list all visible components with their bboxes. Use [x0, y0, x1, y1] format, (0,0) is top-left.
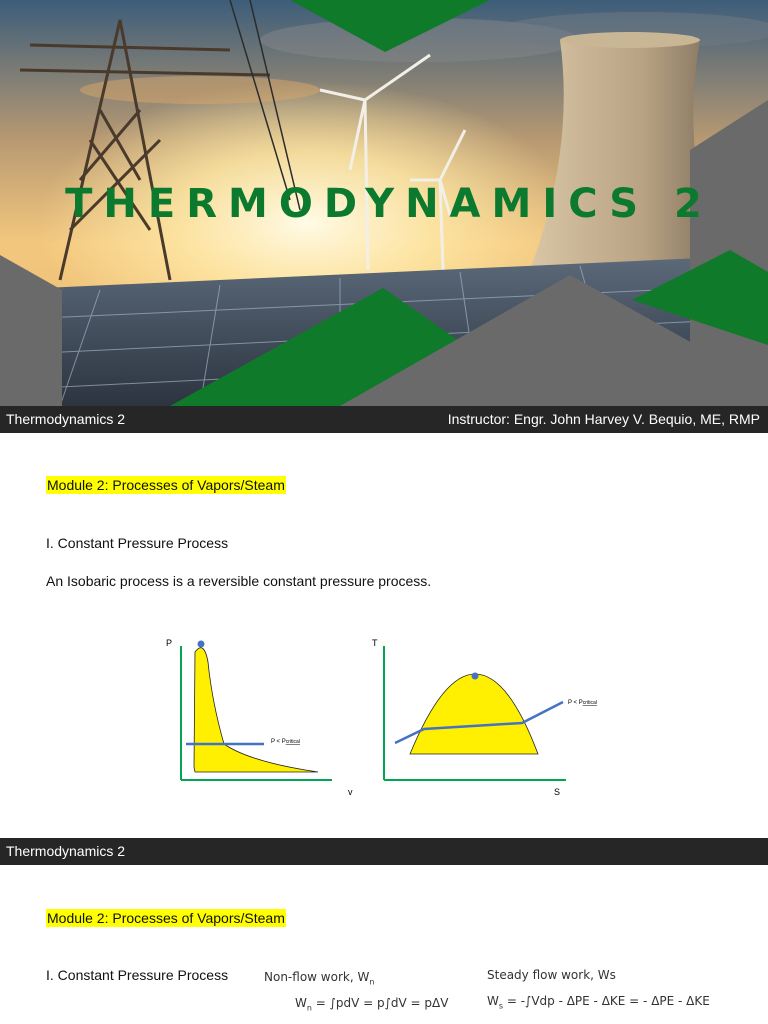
pv-diagram [160, 632, 360, 802]
saturation-dome-fill [410, 674, 538, 754]
isobar-label: P < Pcritical [568, 700, 597, 706]
module-title: Module 2: Processes of Vapors/Steam [47, 477, 285, 493]
x-axis-label: S [554, 787, 561, 797]
section-heading-page2: I. Constant Pressure Process [46, 967, 229, 983]
y-axis-label: P [166, 638, 173, 648]
ts-diagram [368, 632, 608, 802]
critical-point [198, 641, 205, 648]
y-axis-label: T [372, 638, 378, 648]
course-name: Thermodynamics 2 [6, 843, 126, 859]
banner-title: THERMODYNAMICS 2 [65, 181, 713, 227]
page2-header-bar [0, 838, 768, 865]
nonflow-work-equation: $W_n = \int pdV = p\int dV = p\Delta V$ [295, 996, 449, 1013]
steady-flow-work-equation: $W_s = -\int Vdp - \Delta PE - \Delta KE$ = - ΔPE - ΔKE [487, 994, 710, 1011]
instructor-name: Instructor: Engr. John Harvey V. Bequio, ME, RMP [447, 411, 760, 427]
isobaric-description: An Isobaric process is a reversible constant pressure process. [46, 573, 432, 589]
module-title-page2: Module 2: Processes of Vapors/Steam [47, 910, 285, 926]
title-banner [0, 0, 768, 406]
section-heading: I. Constant Pressure Process [46, 535, 229, 551]
steady-flow-work-heading: Steady flow work, Ws [487, 968, 616, 982]
nonflow-work-heading: Non-flow work, $W_n$ [264, 970, 375, 987]
x-axis-label: v [348, 787, 353, 797]
course-name: Thermodynamics 2 [6, 411, 126, 427]
critical-point [472, 673, 479, 680]
header-bar [0, 406, 768, 433]
saturation-dome-fill [194, 648, 318, 772]
isobar-label: P < Pcritical [271, 739, 300, 745]
